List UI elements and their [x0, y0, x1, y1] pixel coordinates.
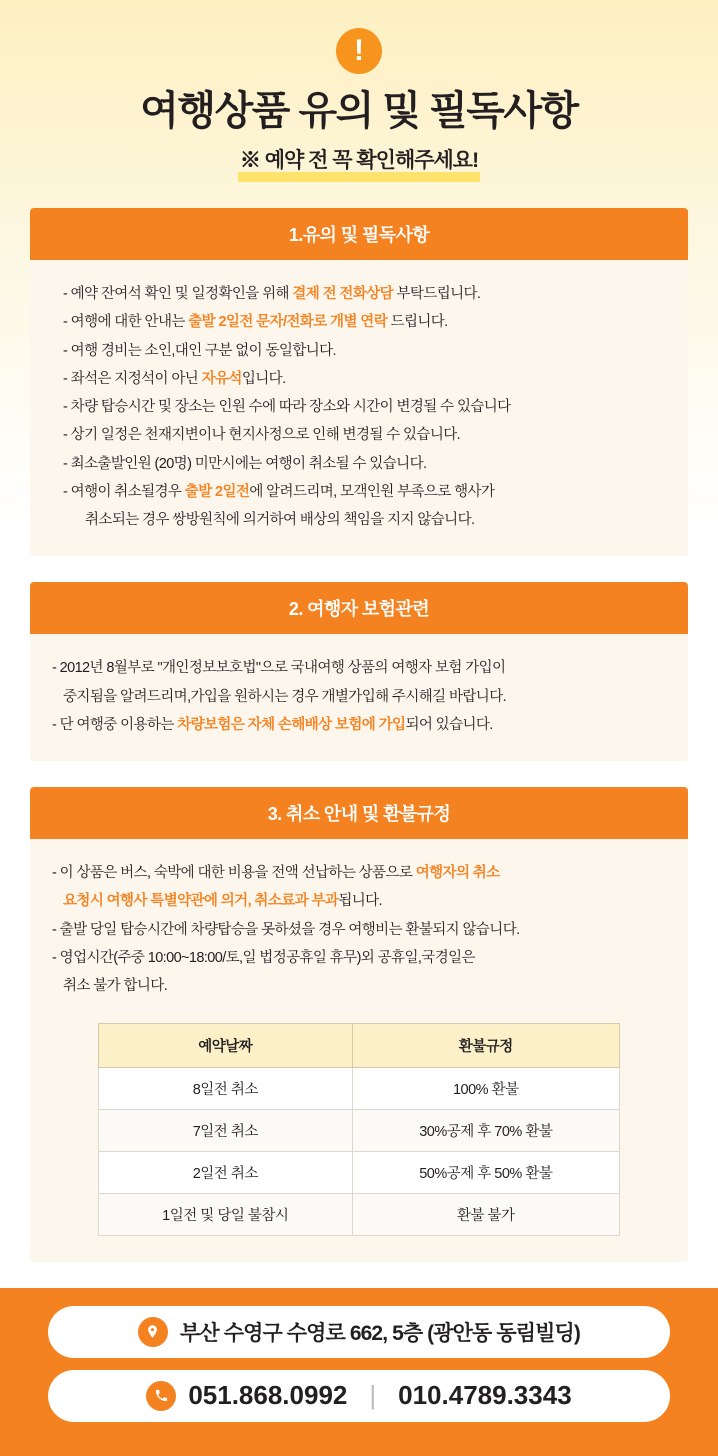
text-fragment-highlight: 자유석: [201, 370, 242, 387]
page-subtitle-text: ※ 예약 전 꼭 확인해주세요!: [239, 149, 479, 172]
text-fragment: - 여행에 대한 안내는: [63, 314, 189, 331]
text-fragment: - 좌석은 지정석이 아닌: [63, 370, 202, 387]
text-fragment-highlight: 여행자의 취소: [415, 865, 500, 882]
text-fragment-highlight: 결제 전 전화상담: [292, 286, 394, 302]
notice-line: [52, 421, 666, 449]
insurance-line: [52, 683, 666, 711]
text-fragment: - 여행이 취소될경우: [63, 483, 185, 500]
text-fragment-highlight: 차량보험은 자체 손해배상 보험에 가입: [177, 716, 406, 733]
text-fragment-highlight: 요청시 여행사 특별약관에 의거, 취소료과 부과: [63, 893, 339, 910]
text-fragment: - 여행 경비는 소인,대인 구분 없이 동일합니다.: [63, 342, 336, 359]
cancellation-line: [52, 859, 666, 887]
notice-line: [52, 450, 666, 478]
page-title: 여행상품 유의 및 필독사항: [140, 89, 578, 133]
phone-pill: [48, 1370, 670, 1422]
text-fragment: - 2012년 8월부로 "개인정보보호법"으로 국내여행 상품의 여행자 보험 가입이: [52, 660, 506, 677]
cancellation-line: [52, 916, 666, 944]
text-fragment: 에 알려드리며, 모객인원 부족으로 행사가: [249, 483, 495, 500]
table-cell: 30%공제 후 70% 환불: [352, 1109, 619, 1151]
table-cell: 1일전 및 당일 불참시: [99, 1193, 353, 1235]
table-header-row: [99, 1023, 620, 1067]
section-insurance: [30, 582, 688, 761]
text-fragment: 드립니다.: [387, 314, 448, 331]
table-row: [99, 1193, 620, 1235]
text-fragment: - 출발 당일 탑승시간에 차량탑승을 못하셨을 경우 여행비는 환불되지 않습니다.: [52, 921, 520, 938]
footer-address: 부산 수영구 수영로 662, 5층 (광안동 동림빌딩): [179, 1321, 581, 1345]
cancellation-line: [52, 972, 666, 1000]
text-fragment: 되어 있습니다.: [405, 716, 493, 733]
table-cell: 7일전 취소: [99, 1109, 353, 1151]
section-notice-body: [30, 260, 688, 556]
text-fragment: 취소 불가 합니다.: [63, 978, 168, 995]
footer-phone-divider: |: [369, 1380, 377, 1411]
table-header-cell: 환불규정: [352, 1023, 619, 1067]
table-row: [99, 1109, 620, 1151]
exclamation-icon: !: [336, 28, 382, 74]
text-fragment: 중지됨을 알려드리며,가입을 원하시는 경우 개별가입해 주시해길 바랍니다.: [63, 688, 507, 705]
page-footer: [0, 1288, 718, 1456]
text-fragment: - 단 여행중 이용하는: [52, 716, 178, 733]
cancellation-line: [52, 944, 666, 972]
section-cancellation-heading: 3. 취소 안내 및 환불규정: [30, 787, 688, 839]
footer-phone-2[interactable]: 010.4789.3343: [398, 1380, 572, 1411]
notice-line: [52, 478, 666, 506]
notice-line: [52, 365, 666, 393]
table-row: [99, 1151, 620, 1193]
insurance-line: [52, 654, 666, 682]
text-fragment: 취소되는 경우 쌍방원칙에 의거하여 배상의 책임을 지지 않습니다.: [85, 512, 475, 529]
insurance-line: [52, 711, 666, 739]
table-row: [99, 1067, 620, 1109]
notice-line: [52, 280, 666, 308]
notice-line: [52, 308, 666, 336]
table-cell: 2일전 취소: [99, 1151, 353, 1193]
notice-line: [52, 506, 666, 534]
refund-table-wrap: [98, 1023, 620, 1236]
text-fragment: - 상기 일정은 천재지변이나 현지사정으로 인해 변경될 수 있습니다.: [63, 427, 461, 444]
page-subtitle: [238, 150, 480, 182]
table-cell: 50%공제 후 50% 환불: [352, 1151, 619, 1193]
table-header-cell: 예약날짜: [99, 1023, 353, 1067]
table-cell: 환불 불가: [352, 1193, 619, 1235]
table-cell: 8일전 취소: [99, 1067, 353, 1109]
text-fragment: 입니다.: [241, 370, 286, 387]
page-subtitle-wrap: [0, 150, 718, 182]
text-fragment: - 차량 탑승시간 및 장소는 인원 수에 따라 장소와 시간이 변경될 수 있습니다: [63, 399, 511, 416]
footer-phone-1[interactable]: 051.868.0992: [188, 1380, 348, 1411]
notice-line: [52, 393, 666, 421]
cancellation-line: [52, 887, 666, 915]
refund-policy-table: [98, 1023, 620, 1236]
section-insurance-heading: 2. 여행자 보험관련: [30, 582, 688, 634]
text-fragment-highlight: 출발 2일전: [184, 483, 250, 500]
text-fragment: - 이 상품은 버스, 숙박에 대한 비용을 전액 선납하는 상품으로: [52, 865, 416, 882]
section-notice-heading: 1.유의 및 필독사항: [30, 208, 688, 260]
section-notice: [30, 208, 688, 556]
section-insurance-body: [30, 634, 688, 761]
content-area: [0, 208, 718, 1262]
section-cancellation: [30, 787, 688, 1261]
text-fragment: - 영업시간(주중 10:00~18:00/토,일 법정공휴일 휴무)외 공휴일,국경일은: [52, 949, 475, 966]
section-cancellation-body: [30, 839, 688, 1261]
text-fragment: - 최소출발인원 (20명) 미만시에는 여행이 취소될 수 있습니다.: [63, 455, 427, 472]
location-pin-icon: [138, 1317, 168, 1347]
text-fragment-highlight: 출발 2일전 문자/전화로 개별 연락: [188, 314, 388, 331]
address-pill: [48, 1306, 670, 1358]
page-header: [0, 0, 718, 182]
notice-line: [52, 337, 666, 365]
text-fragment: 부탁드립니다.: [393, 286, 481, 302]
phone-icon: [146, 1381, 176, 1411]
table-cell: 100% 환불: [352, 1067, 619, 1109]
text-fragment: - 예약 잔여석 확인 및 일정확인을 위해: [63, 286, 293, 302]
text-fragment: 됩니다.: [338, 893, 382, 910]
